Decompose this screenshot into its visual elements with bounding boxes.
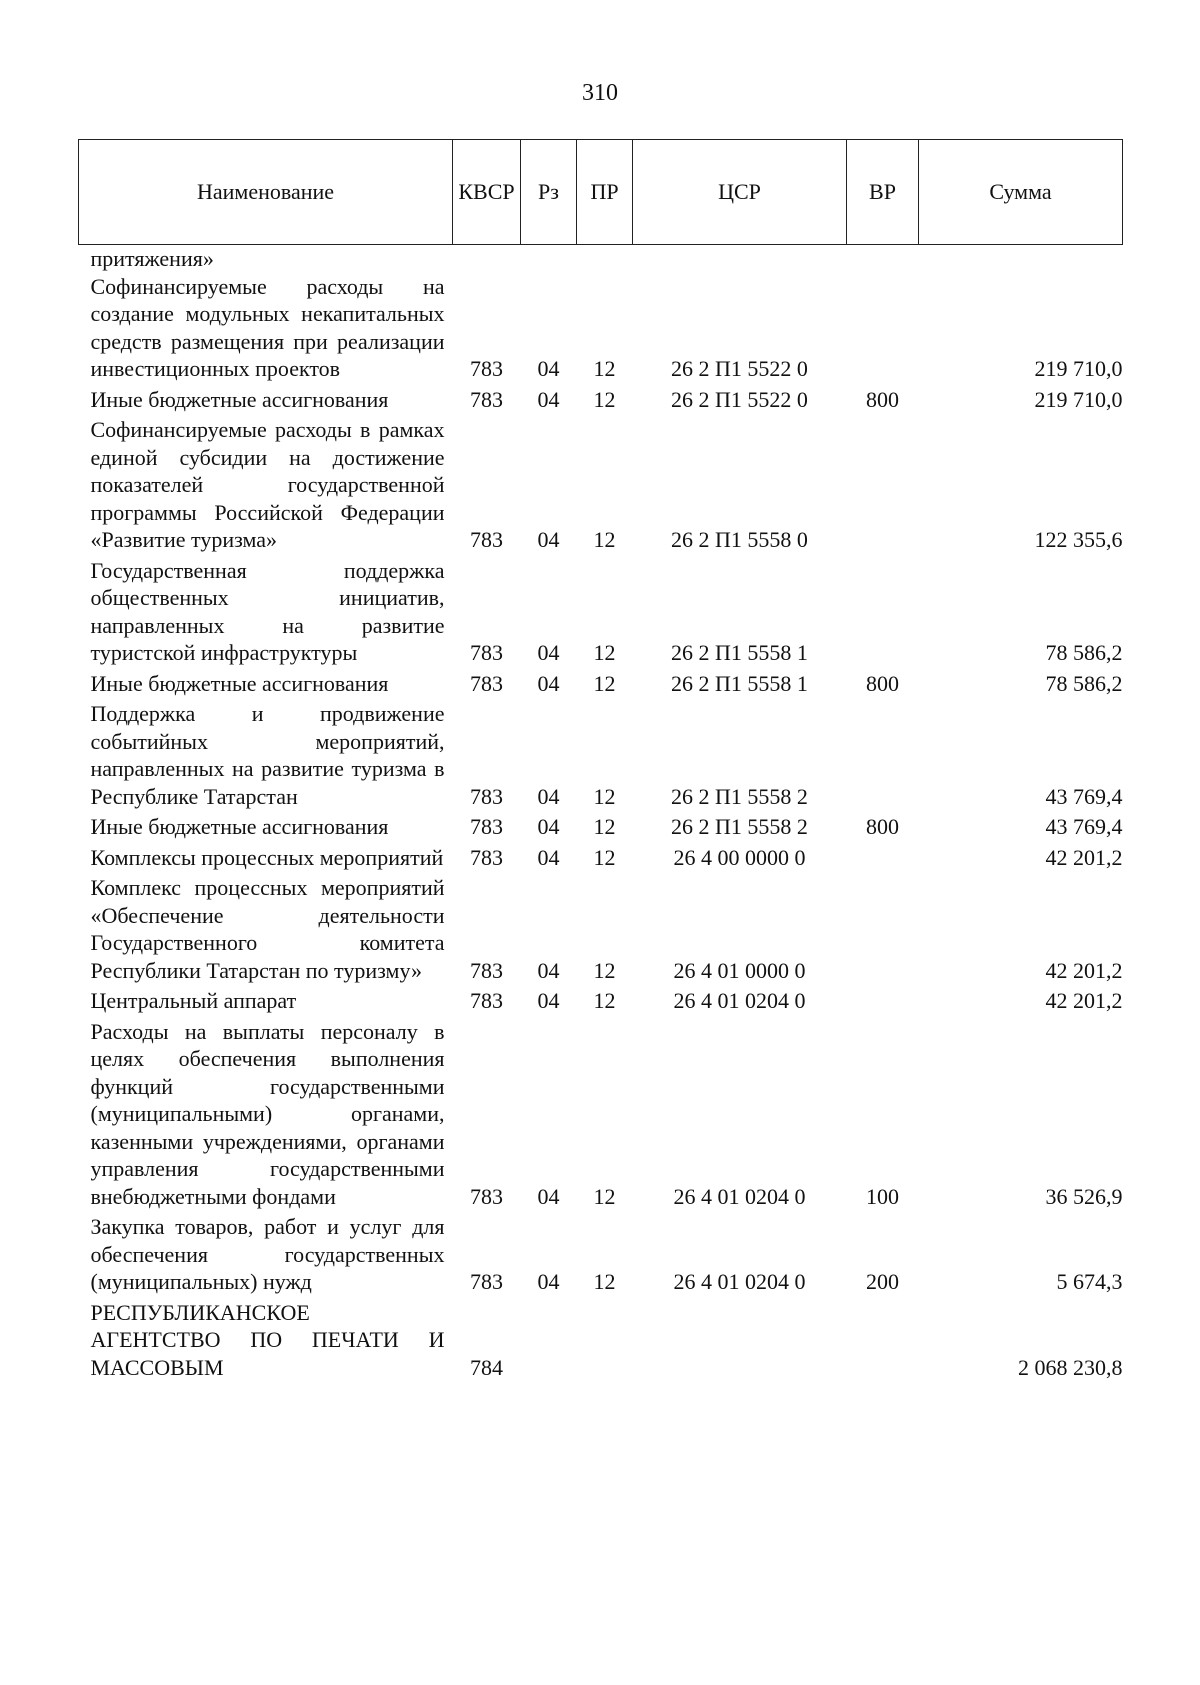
row-kvsr: 783 [470, 1183, 503, 1209]
row-name: Иные бюджетные ассигнования [90, 670, 389, 696]
table-row [79, 1213, 1123, 1299]
row-sum: 42 201,2 [1045, 957, 1123, 983]
row-sum: 43 769,4 [1045, 783, 1123, 809]
continuation-text: притяжения» [90, 246, 214, 271]
header-rz: Рз [521, 140, 577, 245]
row-sum: 78 586,2 [1045, 640, 1123, 665]
row-kvsr: 783 [470, 386, 503, 412]
row-vr [847, 273, 919, 386]
row-name: Комплекс процессных мероприятий «Обеспечение деятельности Государственного комитета Республики Татарстан по туризму» [90, 875, 445, 983]
continuation-row [79, 245, 1123, 273]
row-csr [633, 1299, 847, 1385]
row-name: Центральный аппарат [90, 988, 297, 1013]
row-name: Расходы на выплаты персоналу в целях обеспечения выполнения функций государственными (муниципальными) органами, казенными учреждениями, органами управления государственными внебюджетными фондами [90, 1018, 445, 1209]
row-name: Иные бюджетные ассигнования [90, 386, 389, 412]
row-csr: 26 4 01 0204 0 [673, 1269, 806, 1294]
row-rz: 04 [537, 957, 560, 983]
row-pr: 12 [593, 356, 616, 381]
row-pr: 12 [593, 527, 616, 552]
row-name: Закупка товаров, работ и услуг для обеспечения государственных (муниципальных) нужд [90, 1214, 445, 1294]
row-sum: 43 769,4 [1045, 814, 1123, 839]
table-row [79, 386, 1123, 417]
row-sum: 78 586,2 [1045, 670, 1123, 696]
row-csr: 26 4 01 0204 0 [673, 988, 806, 1013]
row-rz: 04 [537, 1183, 560, 1209]
table-row [79, 813, 1123, 844]
row-vr: 100 [866, 1183, 899, 1209]
table-row [79, 1299, 1123, 1385]
row-name: Софинансируемые расходы на создание модульных некапитальных средств размещения при реализации инвестиционных проектов [90, 273, 445, 381]
row-kvsr: 783 [470, 783, 503, 809]
table-row [79, 273, 1123, 386]
row-pr: 12 [593, 844, 616, 870]
row-rz: 04 [537, 640, 560, 665]
row-pr: 12 [593, 814, 616, 839]
table-row [79, 1018, 1123, 1214]
row-name: Поддержка и продвижение событийных мероприятий, направленных на развитие туризма в Республике Татарстан [90, 701, 445, 809]
row-vr [847, 557, 919, 670]
row-pr: 12 [593, 1269, 616, 1294]
row-pr: 12 [593, 640, 616, 665]
page-number: 310 [582, 80, 618, 106]
row-vr [847, 844, 919, 875]
header-pr: ПР [577, 140, 633, 245]
table-row [79, 700, 1123, 813]
row-rz: 04 [537, 670, 560, 696]
row-vr [847, 987, 919, 1018]
row-kvsr: 783 [470, 988, 503, 1013]
row-name: РЕСПУБЛИКАНСКОЕ АГЕНТСТВО ПО ПЕЧАТИ И МАССОВЫМ [90, 1299, 445, 1380]
row-rz: 04 [537, 356, 560, 381]
row-vr [847, 700, 919, 813]
table-row [79, 874, 1123, 987]
row-rz: 04 [537, 386, 560, 412]
row-csr: 26 2 П1 5558 0 [671, 527, 808, 552]
row-kvsr: 783 [470, 1269, 503, 1294]
row-pr: 12 [593, 957, 616, 983]
row-vr [847, 416, 919, 557]
row-sum: 2 068 230,8 [1018, 1354, 1123, 1380]
row-rz: 04 [537, 783, 560, 809]
row-sum: 122 355,6 [1034, 527, 1123, 552]
row-pr [577, 1299, 633, 1385]
row-csr: 26 2 П1 5522 0 [671, 386, 808, 412]
row-name: Софинансируемые расходы в рамках единой субсидии на достижение показателей государственной программы Российской Федерации «Развитие туризма» [90, 417, 445, 552]
header-csr: ЦСР [633, 140, 847, 245]
row-kvsr: 783 [470, 527, 503, 552]
row-sum: 219 710,0 [1034, 356, 1123, 381]
row-kvsr: 783 [470, 640, 503, 665]
row-rz: 04 [537, 988, 560, 1013]
row-sum: 36 526,9 [1045, 1183, 1123, 1209]
table-row [79, 557, 1123, 670]
row-rz: 04 [537, 1269, 560, 1294]
row-vr: 800 [866, 670, 899, 696]
row-name: Государственная поддержка общественных инициатив, направленных на развитие туристской инфраструктуры [90, 557, 445, 665]
table-row [79, 844, 1123, 875]
row-vr: 800 [866, 386, 899, 412]
table-row [79, 670, 1123, 701]
row-sum: 42 201,2 [1045, 988, 1123, 1013]
row-rz: 04 [537, 814, 560, 839]
row-vr: 800 [866, 814, 899, 839]
table-row [79, 416, 1123, 557]
row-sum: 5 674,3 [1056, 1269, 1123, 1294]
row-kvsr: 784 [470, 1354, 503, 1380]
row-name: Комплексы процессных мероприятий [90, 844, 444, 870]
row-csr: 26 2 П1 5558 2 [671, 783, 808, 809]
row-rz [521, 1299, 577, 1385]
row-csr: 26 2 П1 5558 1 [671, 670, 808, 696]
row-csr: 26 2 П1 5522 0 [671, 356, 808, 381]
table-row [79, 987, 1123, 1018]
header-kvsr: КВСР [453, 140, 521, 245]
row-csr: 26 4 01 0204 0 [673, 1183, 806, 1209]
header-row [79, 140, 1123, 245]
row-rz: 04 [537, 527, 560, 552]
row-pr: 12 [593, 988, 616, 1013]
header-sum: Сумма [919, 140, 1123, 245]
row-pr: 12 [593, 670, 616, 696]
row-kvsr: 783 [470, 670, 503, 696]
row-vr [847, 1299, 919, 1385]
row-kvsr: 783 [470, 844, 503, 870]
header-vr: ВР [847, 140, 919, 245]
row-kvsr: 783 [470, 814, 503, 839]
row-csr: 26 2 П1 5558 1 [671, 640, 808, 665]
row-sum: 219 710,0 [1034, 386, 1123, 412]
row-pr: 12 [593, 1183, 616, 1209]
row-sum: 42 201,2 [1045, 844, 1123, 870]
row-vr [847, 874, 919, 987]
row-kvsr: 783 [470, 356, 503, 381]
row-csr: 26 2 П1 5558 2 [671, 814, 808, 839]
row-csr: 26 4 01 0000 0 [673, 957, 806, 983]
row-rz: 04 [537, 844, 560, 870]
row-name: Иные бюджетные ассигнования [90, 814, 389, 839]
row-vr: 200 [866, 1269, 899, 1294]
header-name: Наименование [79, 140, 453, 245]
row-csr: 26 4 00 0000 0 [673, 844, 806, 870]
budget-table [78, 139, 1123, 1384]
row-pr: 12 [593, 783, 616, 809]
row-pr: 12 [593, 386, 616, 412]
row-kvsr: 783 [470, 957, 503, 983]
